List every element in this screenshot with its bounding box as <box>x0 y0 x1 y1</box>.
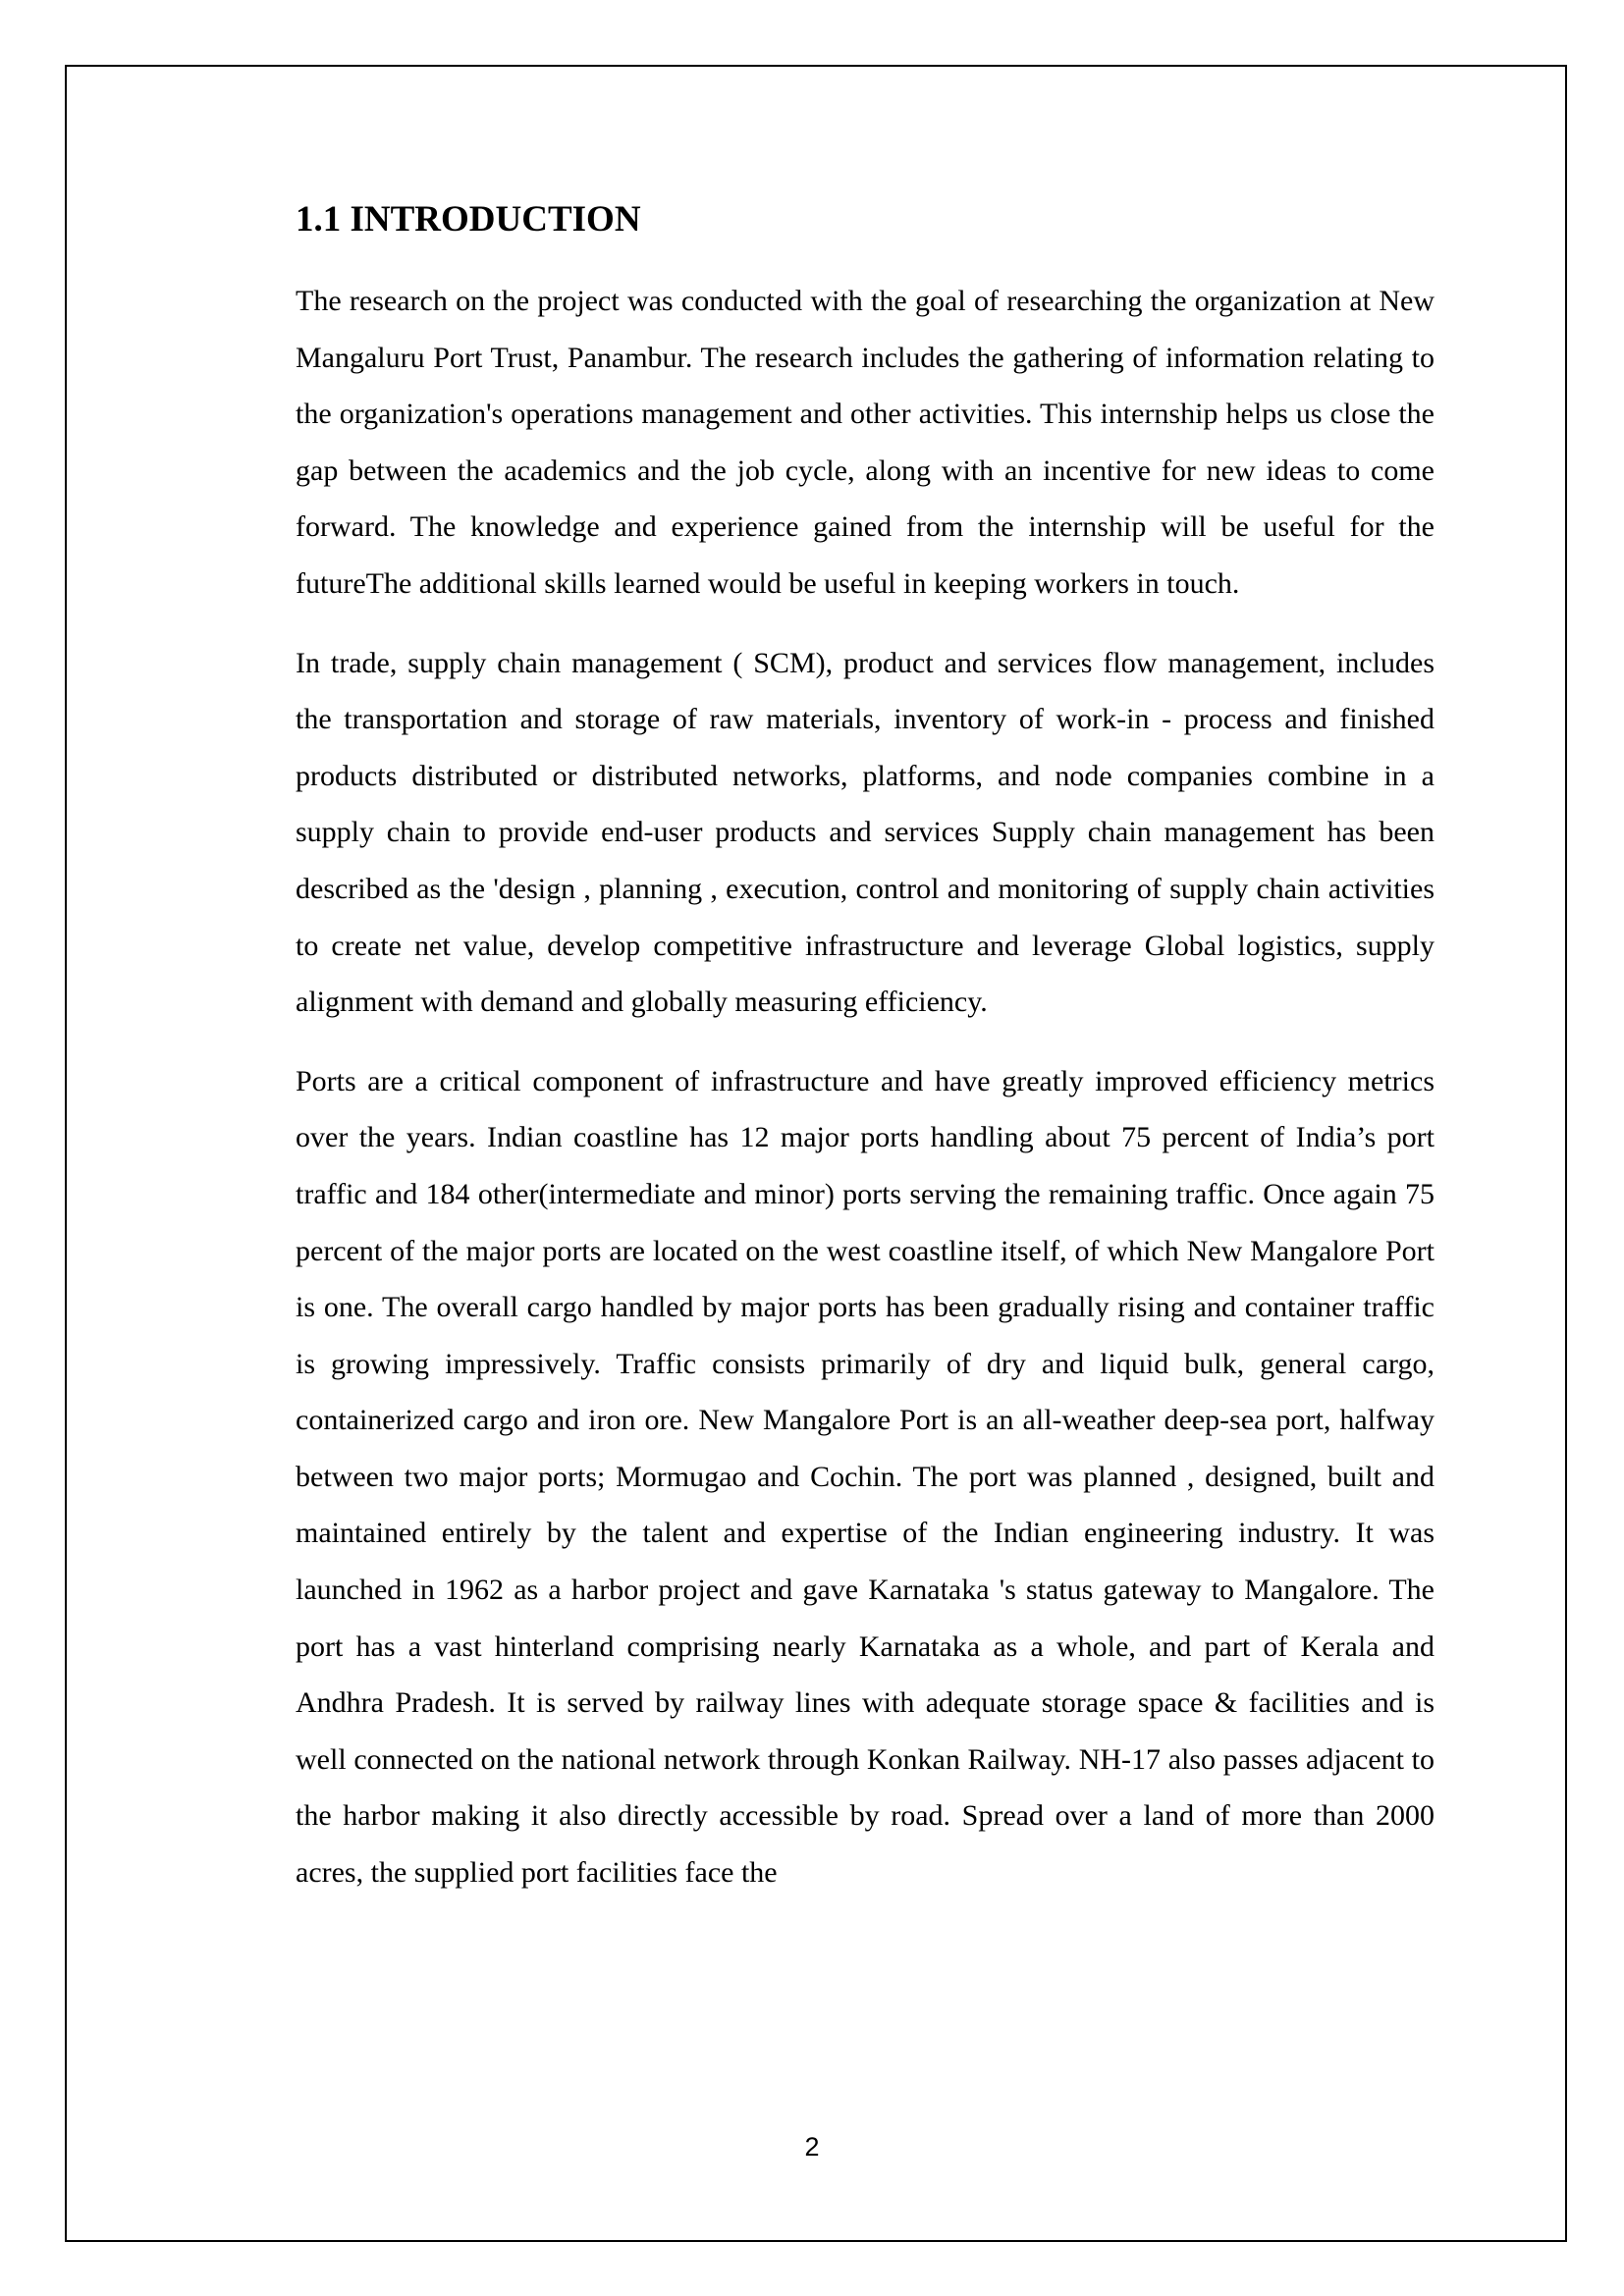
document-body <box>296 192 1435 1924</box>
paragraph-research-goal: The research on the project was conducted with the goal of researching the organization at New Mangaluru Port Trust, Panambur. The research includes the gathering of information relating to the organization's operations management and other activities. This internship helps us close the gap between the academics and the job cycle, along with an incentive for new ideas to come forward. The knowledge and experience gained from the internship will be useful for the futureThe additional skills learned would be useful in keeping workers in touch. <box>296 285 1435 600</box>
paragraph-ports: Ports are a critical component of infrastructure and have greatly improved efficiency metrics over the years. Indian coastline has 12 major ports handling about 75 percent of India’s port traffic and 184 other(intermediate and minor) ports serving the remaining traffic. Once again 75 percent of the major ports are located on the west coastline itself, of which New Mangalore Port is one. The overall cargo handled by major ports has been gradually rising and container traffic is growing impressively. Traffic consists primarily of dry and liquid bulk, general cargo, containerized cargo and iron ore. New Mangalore Port is an all-weather deep-sea port, halfway between two major ports; Mormugao and Cochin. The port was planned , designed, built and maintained entirely by the talent and expertise of the Indian engineering industry. It was launched in 1962 as a harbor project and gave Karnataka 's status gateway to Mangalore. The port has a vast hinterland comprising nearly Karnataka as a whole, and part of Kerala and Andhra Pradesh. It is served by railway lines with adequate storage space & facilities and is well connected on the national network through Konkan Railway. NH-17 also passes adjacent to the harbor making it also directly accessible by road. Spread over a land of more than 2000 acres, the supplied port facilities face the <box>296 1064 1435 1890</box>
page-number: 2 <box>804 2132 820 2162</box>
paragraph-supply-chain: In trade, supply chain management ( SCM), product and services flow management, includes the transportation and storage of raw materials, inventory of work-in - process and finished products distributed or distributed networks, platforms, and node companies combine in a supply chain to provide end-user products and services Supply chain management has been described as the 'design , planning , execution, control and monitoring of supply chain activities to create net value, develop competitive infrastructure and leverage Global logistics, supply alignment with demand and globally measuring efficiency. <box>296 646 1435 1019</box>
section-heading: 1.1 INTRODUCTION <box>296 199 641 240</box>
